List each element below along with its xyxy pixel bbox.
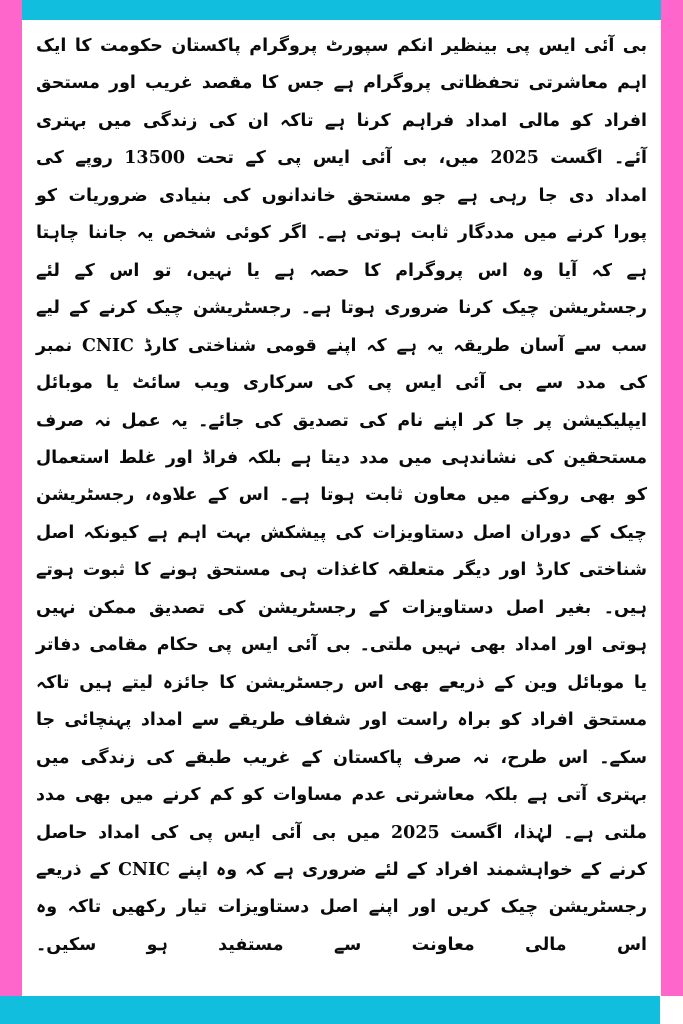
latin-run: 2025: [391, 822, 440, 843]
article-body: [22, 20, 661, 996]
latin-run: CNIC: [118, 859, 170, 880]
latin-run: 13500: [124, 148, 185, 169]
latin-run: CNIC: [82, 335, 134, 356]
pink-right-bar: [661, 0, 683, 996]
cyan-top-band: [22, 0, 661, 20]
cyan-bottom-band: [0, 996, 660, 1024]
latin-run: 2025: [490, 148, 539, 169]
article-paragraph: بی آئی ایس پی بینظیر انکم سپورٹ پروگرام پاکستان حکومت کا ایک اہم معاشرتی تحفظاتی پروگرام ہے جس کا مقصد غریب اور مستحق افراد کو مالی امداد فراہم کرنا ہے تاکہ ان کی زندگی میں بہتری آئے۔ اگست 2025 میں، بی آئی ایس پی کے تحت 13500 روپے کی امداد دی جا رہی ہے جو مستحق خاندانوں کی بنیادی ضروریات کو پورا کرنے میں مددگار ثابت ہوتی ہے۔ اگر کوئی شخص یہ جاننا چاہتا ہے کہ آیا وہ اس پروگرام کا حصہ ہے یا نہیں، تو اس کے لئے رجسٹریشن چیک کرنا ضروری ہوتا ہے۔ رجسٹریشن چیک کرنے کے لیے سب سے آسان طریقہ یہ ہے کہ اپنے قومی شناختی کارڈ CNIC نمبر کی مدد سے بی آئی ایس پی کی سرکاری ویب سائٹ یا موبائل ایپلیکیشن پر جا کر اپنے نام کی تصدیق کی جائے۔ یہ عمل نہ صرف مستحقین کی نشاندہی میں مدد دیتا ہے بلکہ فراڈ اور غلط استعمال کو بھی روکنے میں معاون ثابت ہوتا ہے۔ اس کے علاوہ، رجسٹریشن چیک کے دوران اصل دستاویزات کی پیشکش بہت اہم ہے کیونکہ اصل شناختی کارڈ اور دیگر متعلقہ کاغذات ہی مستحق ہونے کا ثبوت ہوتے ہیں۔ بغیر اصل دستاویزات کے رجسٹریشن کی تصدیق ممکن نہیں ہوتی اور امداد بھی نہیں ملتی۔ بی آئی ایس پی حکام مقامی دفاتر یا موبائل وین کے ذریعے بھی اس رجسٹریشن کا جائزہ لیتے ہیں تاکہ مستحق افراد کو براہ راست اور شفاف طریقے سے امداد پہنچائی جا سکے۔ اس طرح، نہ صرف پاکستان کے غریب طبقے کی زندگی میں بہتری آتی ہے بلکہ معاشرتی عدم مساوات کو کم کرنے میں بھی مدد ملتی ہے۔ لہٰذا، اگست 2025 میں بی آئی ایس پی کی امداد حاصل کرنے کے خواہشمند افراد کے لئے ضروری ہے کہ وہ اپنے CNIC کے ذریعے رجسٹریشن چیک کریں اور اپنے اصل دستاویزات تیار رکھیں تاکہ وہ اس مالی معاونت سے مستفید ہو سکیں۔: [36, 36, 648, 955]
pink-left-bar: [0, 0, 22, 996]
